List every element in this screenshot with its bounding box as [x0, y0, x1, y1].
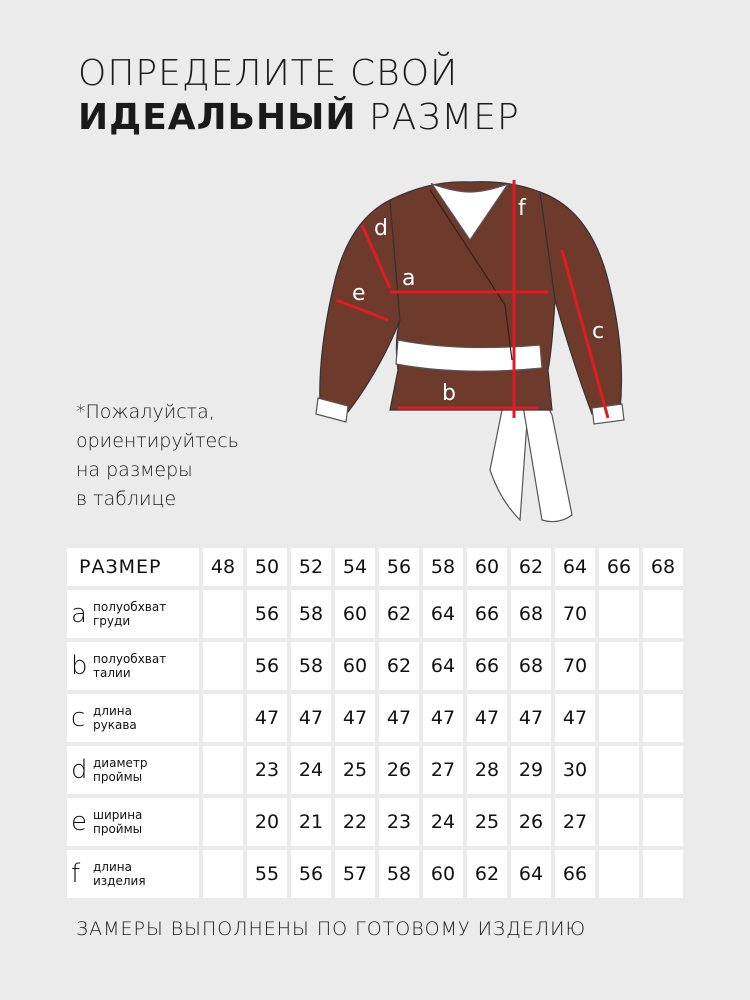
- size-value-cell: [643, 798, 683, 846]
- size-value-cell: [599, 746, 639, 794]
- size-value-cell: 24: [423, 798, 463, 846]
- size-value-cell: 56: [291, 850, 331, 898]
- row-label-wrap: [71, 808, 199, 836]
- row-letter: b: [71, 651, 88, 681]
- size-table: [63, 544, 687, 902]
- size-value-cell: [643, 642, 683, 690]
- row-label: [67, 746, 199, 794]
- size-value-cell: 64: [423, 590, 463, 638]
- row-label: [67, 694, 199, 742]
- row-description: [93, 652, 166, 680]
- size-value-cell: 27: [555, 798, 595, 846]
- size-header-cell: 52: [291, 548, 331, 586]
- row-description: [93, 704, 137, 732]
- row-letter: c: [71, 703, 86, 733]
- size-value-cell: 64: [423, 642, 463, 690]
- size-value-cell: [203, 746, 243, 794]
- row-desc-line: проймы: [93, 770, 143, 784]
- title-bold-word: ИДЕАЛЬНЫЙ: [78, 97, 357, 138]
- size-value-cell: 20: [247, 798, 287, 846]
- size-value-cell: 21: [291, 798, 331, 846]
- size-value-cell: 70: [555, 590, 595, 638]
- size-value-cell: 60: [335, 590, 375, 638]
- label-e: e: [352, 281, 366, 306]
- size-value-cell: [599, 590, 639, 638]
- size-value-cell: [203, 642, 243, 690]
- row-letter: e: [71, 807, 87, 837]
- size-value-cell: 57: [335, 850, 375, 898]
- page-title: [78, 52, 520, 140]
- table-row: [67, 746, 683, 794]
- size-value-cell: 58: [291, 642, 331, 690]
- row-description: [93, 756, 148, 784]
- row-desc-line: длина: [93, 704, 132, 718]
- size-value-cell: 25: [335, 746, 375, 794]
- size-value-cell: 64: [511, 850, 551, 898]
- size-value-cell: 70: [555, 642, 595, 690]
- size-value-cell: 58: [379, 850, 419, 898]
- label-f: f: [518, 196, 526, 221]
- size-value-cell: 47: [379, 694, 419, 742]
- size-value-cell: [599, 850, 639, 898]
- size-value-cell: 66: [467, 590, 507, 638]
- label-c: c: [592, 319, 605, 344]
- size-value-cell: 26: [511, 798, 551, 846]
- size-value-cell: 47: [467, 694, 507, 742]
- size-value-cell: 30: [555, 746, 595, 794]
- size-value-cell: 47: [335, 694, 375, 742]
- size-header-cell: 68: [643, 548, 683, 586]
- size-value-cell: [203, 850, 243, 898]
- size-value-cell: 58: [291, 590, 331, 638]
- row-letter: f: [71, 859, 81, 889]
- label-b: b: [442, 381, 456, 406]
- size-header-cell: 58: [423, 548, 463, 586]
- size-value-cell: 62: [467, 850, 507, 898]
- row-label-wrap: [71, 600, 199, 628]
- size-value-cell: [643, 850, 683, 898]
- size-value-cell: 22: [335, 798, 375, 846]
- size-value-cell: [203, 694, 243, 742]
- size-value-cell: [643, 746, 683, 794]
- size-value-cell: [203, 798, 243, 846]
- size-value-cell: [599, 642, 639, 690]
- size-value-cell: [643, 694, 683, 742]
- size-value-cell: 23: [379, 798, 419, 846]
- size-value-cell: 60: [423, 850, 463, 898]
- table-row: [67, 850, 683, 898]
- size-value-cell: 55: [247, 850, 287, 898]
- size-value-cell: 47: [291, 694, 331, 742]
- size-header-cell: 50: [247, 548, 287, 586]
- row-description: [93, 808, 142, 836]
- size-header-cell: 64: [555, 548, 595, 586]
- size-value-cell: 66: [555, 850, 595, 898]
- title-rest: РАЗМЕР: [356, 97, 520, 138]
- size-header-cell: 60: [467, 548, 507, 586]
- row-desc-line: ширина: [93, 808, 143, 822]
- size-value-cell: 47: [247, 694, 287, 742]
- table-row: [67, 798, 683, 846]
- title-line-1: ОПРЕДЕЛИТЕ СВОЙ: [78, 53, 459, 94]
- size-value-cell: 25: [467, 798, 507, 846]
- size-value-cell: 27: [423, 746, 463, 794]
- size-header-label: РАЗМЕР: [67, 548, 199, 586]
- row-label: [67, 850, 199, 898]
- size-header-cell: 54: [335, 548, 375, 586]
- row-label: [67, 590, 199, 638]
- row-label-wrap: [71, 704, 199, 732]
- table-row: [67, 590, 683, 638]
- row-letter: a: [71, 599, 87, 629]
- size-note: [76, 398, 239, 514]
- row-desc-line: длина: [93, 860, 132, 874]
- size-value-cell: 66: [467, 642, 507, 690]
- size-value-cell: [599, 798, 639, 846]
- size-value-cell: 29: [511, 746, 551, 794]
- size-value-cell: 68: [511, 590, 551, 638]
- title-line-2: [78, 96, 520, 140]
- row-desc-line: диаметр: [93, 756, 148, 770]
- row-label-wrap: [71, 756, 199, 784]
- size-header-cell: 62: [511, 548, 551, 586]
- size-value-cell: 56: [247, 590, 287, 638]
- size-value-cell: 47: [423, 694, 463, 742]
- row-desc-line: изделия: [93, 874, 146, 888]
- size-value-cell: 62: [379, 642, 419, 690]
- size-value-cell: 26: [379, 746, 419, 794]
- size-value-cell: 28: [467, 746, 507, 794]
- row-label: [67, 798, 199, 846]
- footer-note: ЗАМЕРЫ ВЫПОЛНЕНЫ ПО ГОТОВОМУ ИЗДЕЛИЮ: [76, 918, 587, 940]
- row-description: [93, 860, 146, 888]
- size-header-cell: 56: [379, 548, 419, 586]
- label-d: d: [374, 216, 388, 241]
- blouse-illustration: [290, 170, 650, 530]
- row-desc-line: талии: [93, 666, 131, 680]
- note-line: ориентируйтесь: [76, 430, 239, 452]
- row-description: [93, 600, 166, 628]
- row-desc-line: груди: [93, 614, 131, 628]
- size-value-cell: 68: [511, 642, 551, 690]
- row-desc-line: полуобхват: [93, 600, 167, 614]
- row-label: [67, 642, 199, 690]
- size-value-cell: 56: [247, 642, 287, 690]
- size-value-cell: [643, 590, 683, 638]
- size-value-cell: 47: [511, 694, 551, 742]
- label-a: a: [402, 266, 416, 291]
- table-row: [67, 642, 683, 690]
- table-row: [67, 694, 683, 742]
- row-desc-line: рукава: [93, 718, 137, 732]
- note-line: *Пожалуйста,: [76, 401, 215, 423]
- row-desc-line: полуобхват: [93, 652, 167, 666]
- size-value-cell: [599, 694, 639, 742]
- row-label-wrap: [71, 860, 199, 888]
- row-letter: d: [71, 755, 88, 785]
- size-value-cell: 60: [335, 642, 375, 690]
- row-desc-line: проймы: [93, 822, 143, 836]
- blouse-drawing: [290, 170, 650, 530]
- note-line: в таблице: [76, 488, 177, 510]
- size-value-cell: 62: [379, 590, 419, 638]
- note-line: на размеры: [76, 459, 193, 481]
- size-header-cell: 48: [203, 548, 243, 586]
- size-header-row: [67, 548, 683, 586]
- size-value-cell: 47: [555, 694, 595, 742]
- size-value-cell: 24: [291, 746, 331, 794]
- row-label-wrap: [71, 652, 199, 680]
- size-value-cell: 23: [247, 746, 287, 794]
- size-header-cell: 66: [599, 548, 639, 586]
- size-value-cell: [203, 590, 243, 638]
